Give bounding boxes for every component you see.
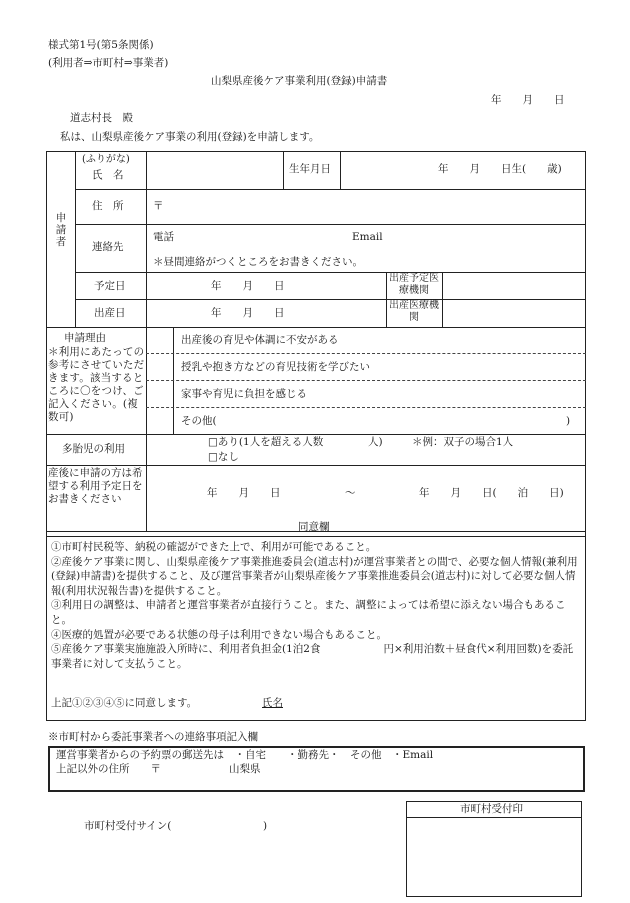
consent-item-2: ②産後ケア事業に関し、山梨県産後ケア事業推進委員会(道志村)が運営事業者との間で、必要な個人情報(兼利用(登録)申請書)を提供すること、及び運営事業者が山梨県産後ケア事業推進委員会(道志村)に対して必要な個人情報(利用状況報告書)を提供すること。: [51, 555, 578, 597]
name-label: 氏 名: [92, 169, 124, 181]
multiple-births-example: ＊例：双子の場合1人: [412, 436, 514, 448]
consent-item-3: ③利用日の調整は、申請者と運営事業者が直接行うこと。また、調整によっては希望に添えない場合もあること。: [51, 599, 566, 626]
birth-facility-input[interactable]: [444, 301, 584, 325]
reason-other-input[interactable]: [234, 413, 554, 429]
office-sign-close: ): [263, 820, 268, 832]
office-stamp-label: 市町村受付印: [460, 803, 523, 815]
reason-option-1-mark[interactable]: [150, 336, 170, 350]
multiple-births-no[interactable]: □なし: [208, 451, 239, 463]
consent-signature-input[interactable]: [292, 695, 512, 711]
reason-option-4-close: ): [566, 415, 571, 427]
birth-facility-label: 出産医療機関: [389, 300, 439, 323]
consent-agree-text: 上記①②③④⑤に同意します。: [51, 697, 198, 709]
notes-alt-address-label: 上記以外の住所 〒: [56, 763, 161, 775]
multiple-births-label: 多胎児の利用: [62, 443, 125, 455]
dob-input[interactable]: 年 月 日生( 歳): [438, 163, 562, 175]
consent-item-1: ①市町村民税等、納税の確認ができた上で、利用が可能であること。: [51, 541, 377, 553]
birth-date-input[interactable]: 年 月 日: [211, 307, 285, 319]
email-input[interactable]: [385, 229, 580, 243]
office-sign-input[interactable]: [190, 818, 260, 834]
email-label: Email: [352, 231, 383, 243]
name-input[interactable]: [148, 153, 282, 187]
notes-alt-address-input[interactable]: 山梨県: [229, 763, 261, 775]
addressee: 道志村長 殿: [70, 112, 133, 124]
due-date-input[interactable]: 年 月 日: [211, 280, 285, 292]
due-facility-input[interactable]: [444, 274, 584, 297]
use-end-date-input[interactable]: 年 月 日( 泊 日): [419, 487, 564, 499]
applicant-section-label: 申 請 者: [55, 212, 67, 248]
due-facility-label: 出産予定医療機関: [389, 273, 439, 296]
birth-date-label: 出産日: [94, 307, 126, 319]
application-date-field[interactable]: 年 月 日: [491, 94, 565, 106]
notes-line-1: 運営事業者からの予約票の郵送先は ・自宅 ・勤務先・ その他 ・Email: [56, 749, 434, 761]
multiple-births-yes[interactable]: □あり(1人を超える人数: [208, 436, 324, 448]
reason-option-3-mark[interactable]: [150, 390, 170, 404]
reason-option-2: 授乳や抱き方などの育児技術を学びたい: [181, 361, 370, 373]
reason-label: 申請理由: [64, 332, 106, 344]
declaration-text: 私は、山梨県産後ケア事業の利用(登録)を申請します。: [60, 131, 320, 143]
use-period-label: 産後に申請の方は希望する利用予定日をお書きください: [48, 467, 143, 505]
consent-signature-label: 氏名: [262, 697, 283, 709]
consent-items: [51, 540, 581, 671]
reason-option-1: 出産後の育児や体調に不安がある: [181, 334, 339, 346]
consent-heading: 同意欄: [298, 521, 330, 533]
multiple-births-unit: 人): [368, 436, 383, 448]
due-date-label: 予定日: [94, 280, 126, 292]
address-input[interactable]: 〒: [153, 200, 164, 212]
phone-label: 電話: [153, 231, 174, 243]
reason-option-4-mark[interactable]: [150, 417, 170, 431]
page-title: 山梨県産後ケア事業利用(登録)申請書: [211, 75, 388, 87]
consent-item-4: ④医療的処置が必要である状態の母子は利用できない場合もあること。: [51, 628, 387, 641]
reason-option-2-mark[interactable]: [150, 363, 170, 377]
form-flow: (利用者⇒市町村⇒事業者): [48, 57, 169, 69]
phone-input[interactable]: [180, 229, 340, 243]
notes-heading: ※市町村から委託事業者への連絡事項記入欄: [48, 731, 258, 743]
dob-label: 生年月日: [289, 163, 331, 175]
consent-item-5: ⑤産後ケア事業実施施設入所時に、利用者負担金(1泊2食 円×利用泊数＋昼食代×利用回数)を委託事業者に対して支払うこと。: [51, 643, 574, 670]
reason-option-4: その他(: [181, 415, 217, 427]
contact-note: ＊昼間連絡がつくところをお書きください。: [153, 256, 363, 268]
furigana-label: (ふりがな): [82, 154, 130, 165]
reason-option-3: 家事や育児に負担を感じる: [181, 388, 307, 400]
use-start-date-input[interactable]: 年 月 日: [207, 487, 281, 499]
form-number: 様式第1号(第5条関係): [48, 39, 154, 51]
use-period-tilde: ～: [345, 487, 356, 499]
address-label: 住 所: [92, 200, 124, 212]
reason-note: ＊利用にあたっての参考にさせていただきます。該当するところに〇をつけ、ご記入ください。(複数可): [48, 346, 145, 423]
office-sign-label: 市町村受付サイン(: [84, 820, 172, 832]
contact-label: 連絡先: [92, 241, 124, 253]
